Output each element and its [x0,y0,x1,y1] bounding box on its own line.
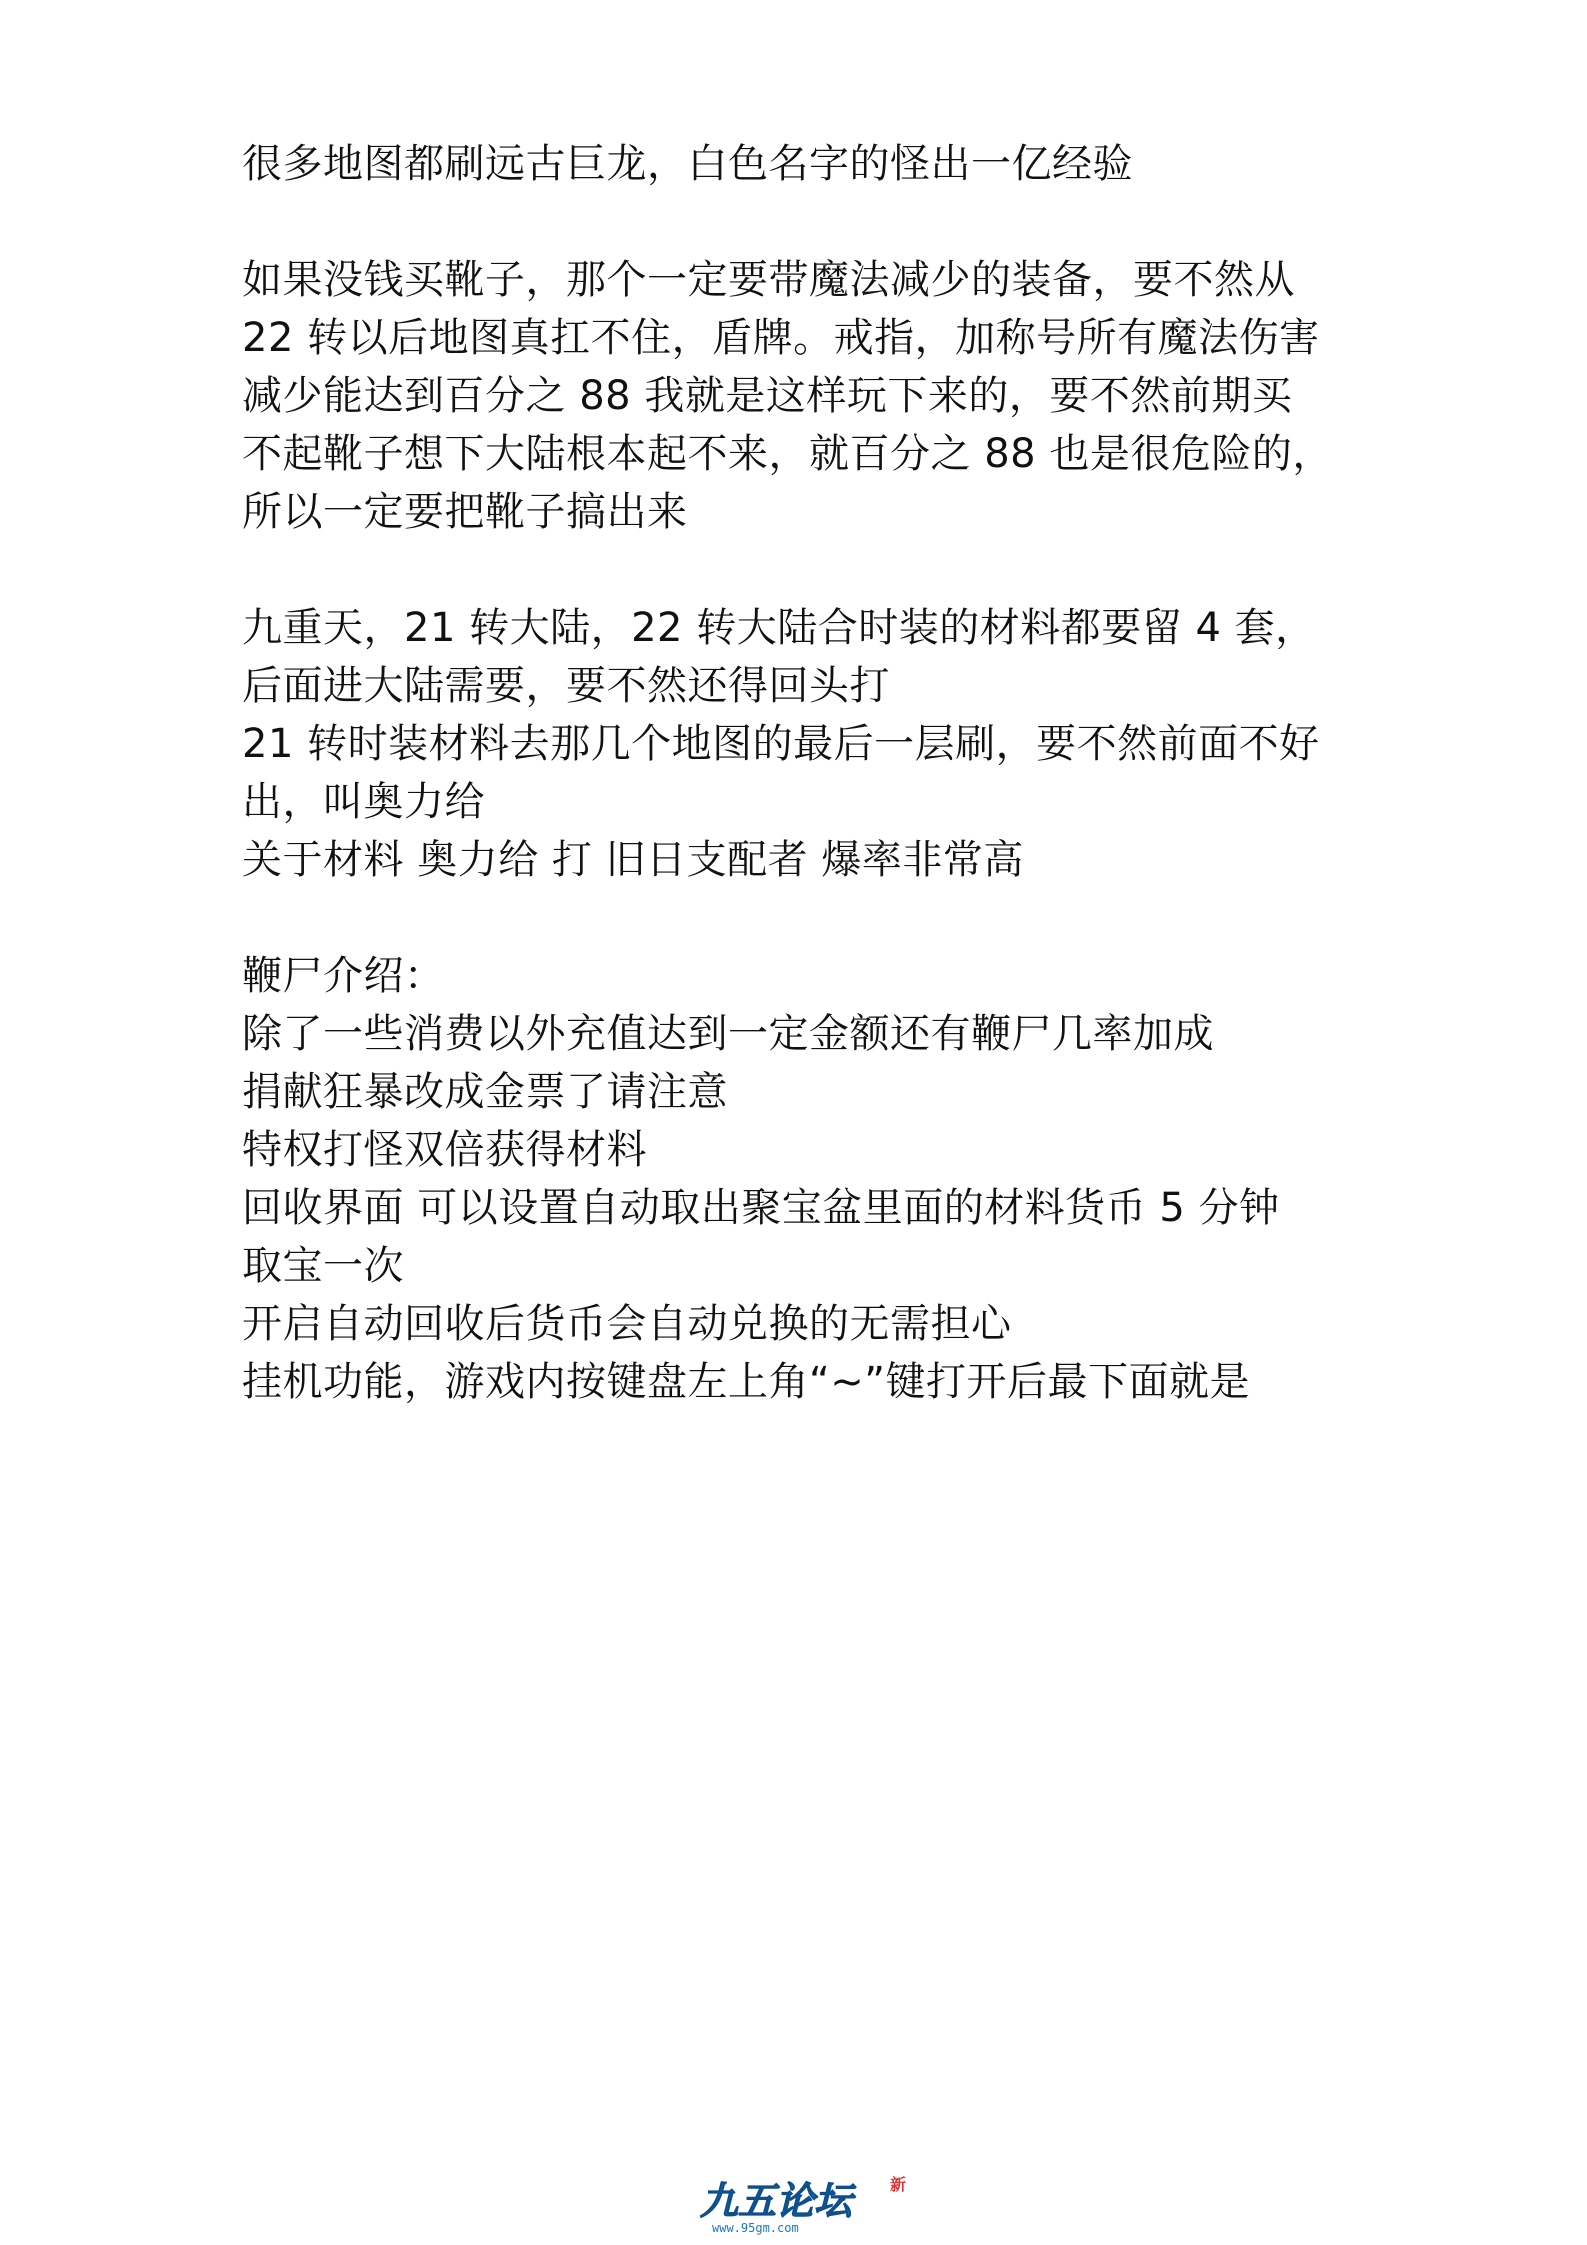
text-line: 后面进大陆需要，要不然还得回头打 [242,663,890,709]
text-line: 挂机功能，游戏内按键盘左上角“~”键打开后最下面就是 [242,1359,1250,1405]
text-line: 很多地图都刷远古巨龙，白色名字的怪出一亿经验 [242,141,1133,187]
logo-text: 九五论坛 [700,2179,853,2223]
text-line: 21 转时装材料去那几个地图的最后一层刷，要不然前面不好 [242,721,1320,767]
logo-url: www.95gm.com [712,2221,799,2235]
footer-logo [690,2170,930,2240]
text-line: 不起靴子想下大陆根本起不来，就百分之 88 也是很危险的， [242,431,1333,477]
text-line: 特权打怪双倍获得材料 [242,1127,647,1173]
text-line: 回收界面 可以设置自动取出聚宝盆里面的材料货币 5 分钟 [242,1185,1280,1231]
text-line: 九重天，21 转大陆，22 转大陆合时装的材料都要留 4 套， [242,605,1316,651]
text-line: 关于材料 奥力给 打 旧日支配者 爆率非常高 [242,837,1024,883]
text-line: 如果没钱买靴子，那个一定要带魔法减少的装备，要不然从 [242,257,1295,303]
text-line: 除了一些消费以外充值达到一定金额还有鞭尸几率加成 [242,1011,1214,1057]
logo-badge: 新 [890,2175,907,2194]
text-line: 所以一定要把靴子搞出来 [242,489,688,535]
text-line: 鞭尸介绍： [242,953,445,999]
text-line: 出，叫奥力给 [242,779,485,825]
text-line: 取宝一次 [242,1243,404,1289]
text-line: 22 转以后地图真扛不住，盾牌。戒指，加称号所有魔法伤害 [242,315,1320,361]
text-line: 开启自动回收后货币会自动兑换的无需担心 [242,1301,1012,1347]
text-line: 减少能达到百分之 88 我就是这样玩下来的，要不然前期买 [242,373,1293,419]
text-line: 捐献狂暴改成金票了请注意 [242,1069,728,1115]
